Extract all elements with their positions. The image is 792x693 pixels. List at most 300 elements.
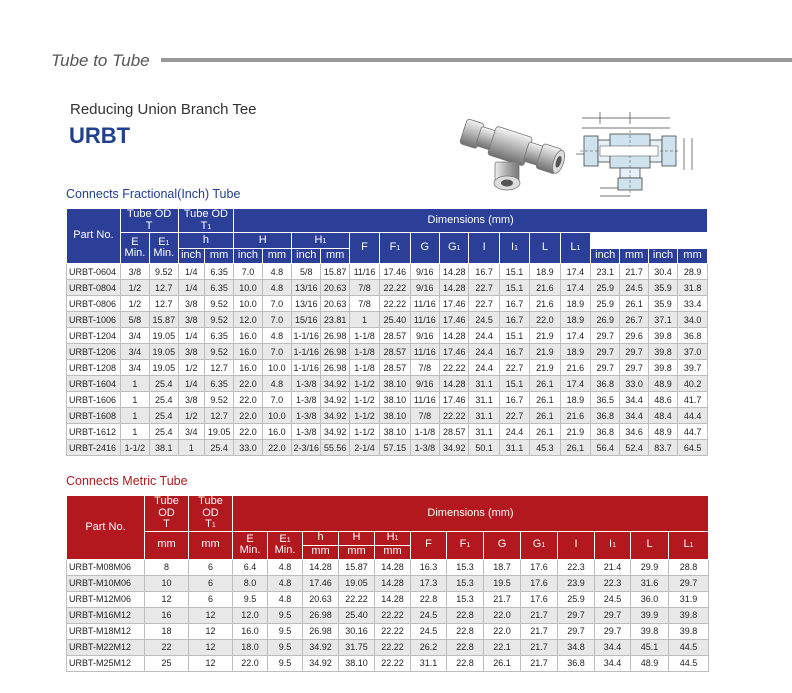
- part-number-cell: URBT-0804: [67, 280, 121, 296]
- table-cell: 17.6: [521, 575, 558, 591]
- table-cell: 17.46: [440, 392, 469, 408]
- table-cell: 7.0: [262, 296, 291, 312]
- table-cell: 1-1/2: [349, 424, 379, 440]
- col-header-H: H: [339, 531, 375, 545]
- table-cell: 34.92: [321, 424, 349, 440]
- table-cell: 14.28: [440, 376, 469, 392]
- table-cell: 22.22: [380, 280, 410, 296]
- table-cell: 52.4: [620, 440, 648, 456]
- table-cell: 10.0: [234, 296, 262, 312]
- table-cell: 39.9: [631, 607, 669, 623]
- table-cell: 1-1/16: [292, 328, 321, 344]
- table-cell: 3/4: [120, 344, 149, 360]
- table-cell: 10: [145, 575, 189, 591]
- table-cell: 22.0: [234, 408, 262, 424]
- table-cell: 34.4: [595, 655, 631, 671]
- product-subtitle: Reducing Union Branch Tee: [70, 101, 257, 118]
- table-cell: 48.6: [648, 392, 677, 408]
- table-row: [67, 591, 709, 607]
- table-cell: 24.5: [620, 280, 648, 296]
- table-cell: 16.0: [234, 360, 262, 376]
- table-cell: 39.8: [669, 623, 709, 639]
- table-cell: 24.5: [469, 312, 499, 328]
- table-cell: 12.7: [204, 408, 233, 424]
- table-cell: 29.7: [595, 623, 631, 639]
- table-cell: 26.1: [530, 376, 560, 392]
- inch-dimensions-table: [66, 208, 708, 456]
- unit-mm: mm: [620, 249, 648, 264]
- unit-mm: mm: [204, 249, 233, 264]
- table-cell: 14.28: [440, 328, 469, 344]
- part-number-cell: URBT-M08M06: [67, 559, 145, 575]
- table-cell: 21.9: [530, 328, 560, 344]
- table-cell: 24.5: [595, 591, 631, 607]
- table-cell: 48.9: [631, 655, 669, 671]
- table-cell: 34.92: [321, 376, 349, 392]
- unit-inch: inch: [292, 249, 321, 264]
- table-cell: 15.3: [447, 575, 484, 591]
- table-cell: 9.5: [268, 607, 303, 623]
- table-row: [67, 639, 709, 655]
- table-cell: 34.92: [321, 408, 349, 424]
- table-cell: 25.40: [380, 312, 410, 328]
- table-cell: 7.0: [234, 264, 262, 280]
- table-cell: 1: [120, 376, 149, 392]
- col-header-L1: L1: [669, 531, 709, 559]
- table-cell: 41.7: [678, 392, 708, 408]
- table-cell: 31.1: [469, 408, 499, 424]
- table-cell: 1-1/2: [349, 392, 379, 408]
- table-cell: 16.0: [234, 328, 262, 344]
- table-cell: 9.52: [204, 392, 233, 408]
- table-cell: 25.4: [150, 392, 178, 408]
- table-cell: 16.7: [499, 296, 529, 312]
- table-cell: 38.10: [380, 376, 410, 392]
- table-cell: 26.98: [321, 360, 349, 376]
- table-cell: 1-1/2: [120, 440, 149, 456]
- table-cell: 22.1: [484, 639, 521, 655]
- table-cell: 21.9: [560, 424, 590, 440]
- table-cell: 15.87: [339, 559, 375, 575]
- table-cell: 1-1/2: [349, 376, 379, 392]
- unit-mm: mm: [321, 249, 349, 264]
- table-cell: 6.35: [204, 264, 233, 280]
- col-header-h: h: [303, 531, 339, 545]
- table-cell: 31.1: [411, 655, 447, 671]
- col-header-L: L: [631, 531, 669, 559]
- unit-inch: inch: [591, 249, 620, 264]
- table-cell: 22.8: [447, 623, 484, 639]
- table-cell: 50.1: [469, 440, 499, 456]
- table-row: [67, 360, 708, 376]
- table-cell: 9/16: [410, 280, 439, 296]
- table-cell: 16.3: [411, 559, 447, 575]
- table-cell: 22.7: [469, 280, 499, 296]
- table-cell: 16.0: [233, 623, 268, 639]
- table-cell: 34.92: [440, 440, 469, 456]
- table-cell: 29.7: [558, 623, 595, 639]
- table-cell: 28.8: [669, 559, 709, 575]
- part-number-cell: URBT-0604: [67, 264, 121, 280]
- table-cell: 36.5: [591, 392, 620, 408]
- table-cell: 3/8: [178, 392, 204, 408]
- table-cell: 14.28: [375, 575, 411, 591]
- part-number-cell: URBT-M16M12: [67, 607, 145, 623]
- table-cell: 1-1/2: [349, 408, 379, 424]
- table-cell: 22.3: [595, 575, 631, 591]
- table-cell: 7/8: [349, 280, 379, 296]
- table-cell: 6: [189, 591, 233, 607]
- table-cell: 31.1: [499, 440, 529, 456]
- table-cell: 39.8: [648, 344, 677, 360]
- table-cell: 26.1: [560, 440, 590, 456]
- table-cell: 1-1/16: [292, 360, 321, 376]
- col-header-I: I: [469, 233, 499, 264]
- table-cell: 3/8: [178, 344, 204, 360]
- table-cell: 2-3/16: [292, 440, 321, 456]
- table-cell: 38.1: [150, 440, 178, 456]
- part-number-cell: URBT-0806: [67, 296, 121, 312]
- table-cell: 4.8: [262, 280, 291, 296]
- table-cell: 36.0: [631, 591, 669, 607]
- table-cell: 3/4: [178, 424, 204, 440]
- section-title: Tube to Tube: [51, 51, 150, 70]
- table-cell: 16.7: [499, 344, 529, 360]
- table-cell: 29.6: [620, 328, 648, 344]
- table-cell: 14.28: [375, 559, 411, 575]
- table-cell: 9.52: [204, 296, 233, 312]
- table-cell: 40.2: [678, 376, 708, 392]
- table-cell: 33.0: [620, 376, 648, 392]
- table-cell: 29.7: [558, 607, 595, 623]
- table-cell: 30.4: [648, 264, 677, 280]
- table-cell: 22.0: [234, 376, 262, 392]
- col-header-G: G: [410, 233, 439, 264]
- table-cell: 28.57: [380, 344, 410, 360]
- table-cell: 12.0: [234, 312, 262, 328]
- metric-table-caption: Connects Metric Tube: [66, 474, 188, 488]
- col-header-tube-od-t: Tube OD T: [120, 209, 178, 233]
- table-cell: 23.81: [321, 312, 349, 328]
- table-cell: 9.5: [233, 591, 268, 607]
- part-number-cell: URBT-1604: [67, 376, 121, 392]
- table-cell: 29.7: [591, 328, 620, 344]
- table-cell: 31.75: [339, 639, 375, 655]
- table-cell: 11/16: [410, 344, 439, 360]
- col-header-F: F: [411, 531, 447, 559]
- table-cell: 6.4: [233, 559, 268, 575]
- table-cell: 19.05: [150, 360, 178, 376]
- table-cell: 6: [189, 575, 233, 591]
- table-cell: 12.0: [233, 607, 268, 623]
- table-cell: 18.0: [233, 639, 268, 655]
- table-cell: 1: [349, 312, 379, 328]
- table-cell: 21.7: [521, 639, 558, 655]
- table-cell: 7/8: [410, 360, 439, 376]
- table-cell: 29.7: [595, 607, 631, 623]
- inch-table-caption: Connects Fractional(Inch) Tube: [66, 187, 241, 201]
- col-header-F1: F1: [447, 531, 484, 559]
- table-cell: 44.7: [678, 424, 708, 440]
- table-row: [67, 312, 708, 328]
- table-cell: 26.7: [620, 312, 648, 328]
- table-cell: 22.22: [380, 296, 410, 312]
- table-cell: 16.0: [262, 424, 291, 440]
- table-row: [67, 655, 709, 671]
- table-row: [67, 424, 708, 440]
- table-row: [67, 328, 708, 344]
- col-header-H1: H1: [375, 531, 411, 545]
- col-header-H: H: [234, 233, 292, 249]
- table-row: [67, 280, 708, 296]
- table-cell: 33.0: [234, 440, 262, 456]
- table-cell: 22.3: [558, 559, 595, 575]
- table-cell: 3/8: [178, 312, 204, 328]
- table-cell: 9.52: [204, 312, 233, 328]
- table-cell: 17.4: [560, 328, 590, 344]
- table-cell: 12.7: [204, 360, 233, 376]
- col-header-G1: G1: [440, 233, 469, 264]
- table-cell: 3/8: [178, 296, 204, 312]
- table-cell: 11/16: [410, 312, 439, 328]
- table-cell: 16.7: [499, 392, 529, 408]
- col-header-L: L: [530, 233, 560, 264]
- table-cell: 1/2: [120, 296, 149, 312]
- table-row: [67, 440, 708, 456]
- part-number-cell: URBT-M18M12: [67, 623, 145, 639]
- table-cell: 56.4: [591, 440, 620, 456]
- table-cell: 19.05: [339, 575, 375, 591]
- table-cell: 10.0: [262, 408, 291, 424]
- table-cell: 5/8: [292, 264, 321, 280]
- table-row: [67, 264, 708, 280]
- part-number-cell: URBT-1606: [67, 392, 121, 408]
- table-cell: 34.92: [303, 639, 339, 655]
- table-cell: 22.22: [375, 639, 411, 655]
- unit-mm: mm: [375, 545, 411, 559]
- table-cell: 4.8: [262, 376, 291, 392]
- table-cell: 34.92: [303, 655, 339, 671]
- table-cell: 9.5: [268, 655, 303, 671]
- table-cell: 33.4: [678, 296, 708, 312]
- table-cell: 39.8: [669, 607, 709, 623]
- table-cell: 22.8: [447, 639, 484, 655]
- unit-inch: inch: [178, 249, 204, 264]
- table-cell: 4.8: [268, 591, 303, 607]
- table-cell: 39.7: [678, 360, 708, 376]
- col-header-F: F: [349, 233, 379, 264]
- table-cell: 22.0: [484, 607, 521, 623]
- table-cell: 7.0: [262, 392, 291, 408]
- col-header-I1: I1: [499, 233, 529, 264]
- table-cell: 17.4: [560, 280, 590, 296]
- table-cell: 15.1: [499, 328, 529, 344]
- table-cell: 34.6: [620, 424, 648, 440]
- col-header-E1: E1 Min.: [268, 531, 303, 559]
- table-cell: 14.28: [303, 559, 339, 575]
- table-cell: 26.98: [303, 607, 339, 623]
- table-cell: 19.5: [484, 575, 521, 591]
- table-cell: 8: [145, 559, 189, 575]
- section-rule: [161, 58, 792, 62]
- table-cell: 26.98: [303, 623, 339, 639]
- unit-mm: mm: [189, 531, 233, 559]
- table-cell: 9/16: [410, 328, 439, 344]
- table-cell: 48.9: [648, 376, 677, 392]
- table-cell: 11/16: [410, 392, 439, 408]
- table-cell: 18.9: [560, 296, 590, 312]
- table-cell: 38.10: [380, 392, 410, 408]
- table-cell: 24.4: [469, 328, 499, 344]
- table-cell: 22.0: [234, 392, 262, 408]
- table-cell: 26.1: [530, 408, 560, 424]
- part-number-cell: URBT-1612: [67, 424, 121, 440]
- col-header-H1: H1: [292, 233, 350, 249]
- table-cell: 1-1/8: [349, 360, 379, 376]
- table-cell: 22.7: [499, 408, 529, 424]
- table-cell: 24.4: [469, 344, 499, 360]
- table-cell: 20.63: [321, 296, 349, 312]
- table-cell: 12: [189, 655, 233, 671]
- table-cell: 18: [145, 623, 189, 639]
- table-cell: 17.46: [380, 264, 410, 280]
- table-cell: 2-1/4: [349, 440, 379, 456]
- table-cell: 1: [120, 408, 149, 424]
- table-cell: 21.7: [484, 591, 521, 607]
- table-cell: 55.56: [321, 440, 349, 456]
- table-cell: 20.63: [321, 280, 349, 296]
- table-cell: 36.8: [678, 328, 708, 344]
- table-cell: 16.7: [469, 264, 499, 280]
- table-cell: 22.0: [233, 655, 268, 671]
- table-cell: 36.8: [591, 424, 620, 440]
- table-cell: 16: [145, 607, 189, 623]
- table-cell: 12: [145, 591, 189, 607]
- table-cell: 7.0: [262, 344, 291, 360]
- table-cell: 26.1: [530, 392, 560, 408]
- table-cell: 29.7: [591, 360, 620, 376]
- table-cell: 37.1: [648, 312, 677, 328]
- table-cell: 9.52: [150, 264, 178, 280]
- table-cell: 25.4: [150, 408, 178, 424]
- table-cell: 1-3/8: [410, 440, 439, 456]
- table-cell: 57.15: [380, 440, 410, 456]
- col-header-I: I: [558, 531, 595, 559]
- table-cell: 21.7: [521, 655, 558, 671]
- table-cell: 22.8: [447, 607, 484, 623]
- part-number-cell: URBT-M25M12: [67, 655, 145, 671]
- table-cell: 21.7: [521, 607, 558, 623]
- table-cell: 25: [145, 655, 189, 671]
- table-cell: 31.8: [678, 280, 708, 296]
- part-number-cell: URBT-1206: [67, 344, 121, 360]
- table-cell: 18.7: [484, 559, 521, 575]
- table-cell: 12.7: [150, 296, 178, 312]
- col-header-E1: E1 Min.: [150, 233, 178, 264]
- table-cell: 5/8: [120, 312, 149, 328]
- table-cell: 25.4: [204, 440, 233, 456]
- table-cell: 29.7: [620, 360, 648, 376]
- table-cell: 17.46: [440, 296, 469, 312]
- table-cell: 28.57: [380, 360, 410, 376]
- table-cell: 4.8: [268, 559, 303, 575]
- table-cell: 22.7: [499, 360, 529, 376]
- table-cell: 24.4: [469, 360, 499, 376]
- table-cell: 1/4: [178, 264, 204, 280]
- table-cell: 8.0: [233, 575, 268, 591]
- table-cell: 9.5: [268, 639, 303, 655]
- table-cell: 22.22: [440, 360, 469, 376]
- table-cell: 25.9: [591, 280, 620, 296]
- table-cell: 28.57: [440, 424, 469, 440]
- table-row: [67, 392, 708, 408]
- part-number-cell: URBT-1006: [67, 312, 121, 328]
- table-cell: 19.05: [150, 328, 178, 344]
- table-cell: 21.4: [595, 559, 631, 575]
- table-cell: 26.1: [530, 424, 560, 440]
- col-header-tube-od-t: Tube OD T: [145, 496, 189, 532]
- table-cell: 22: [145, 639, 189, 655]
- table-cell: 24.5: [411, 607, 447, 623]
- table-row: [67, 607, 709, 623]
- unit-inch: inch: [234, 249, 262, 264]
- unit-mm: mm: [678, 249, 708, 264]
- table-cell: 34.4: [595, 639, 631, 655]
- table-cell: 12: [189, 639, 233, 655]
- table-row: [67, 623, 709, 639]
- table-cell: 17.46: [440, 344, 469, 360]
- table-cell: 30.16: [339, 623, 375, 639]
- table-cell: 1/4: [178, 280, 204, 296]
- table-cell: 83.7: [648, 440, 677, 456]
- table-cell: 3/4: [120, 360, 149, 376]
- table-cell: 36.8: [591, 376, 620, 392]
- unit-mm: mm: [262, 249, 291, 264]
- table-cell: 34.8: [558, 639, 595, 655]
- table-cell: 34.4: [620, 392, 648, 408]
- table-cell: 13/16: [292, 280, 321, 296]
- metric-dimensions-table: [66, 495, 709, 672]
- table-cell: 4.8: [262, 264, 291, 280]
- table-cell: 18.9: [560, 312, 590, 328]
- table-cell: 26.1: [484, 655, 521, 671]
- table-cell: 17.3: [411, 575, 447, 591]
- col-header-part-no: Part No.: [67, 209, 121, 264]
- table-cell: 39.8: [631, 623, 669, 639]
- table-cell: 29.9: [631, 559, 669, 575]
- col-header-G: G: [484, 531, 521, 559]
- table-cell: 17.4: [560, 376, 590, 392]
- table-cell: 12.7: [150, 280, 178, 296]
- table-cell: 25.40: [339, 607, 375, 623]
- table-cell: 21.6: [530, 296, 560, 312]
- col-header-F1: F1: [380, 233, 410, 264]
- table-cell: 9.52: [204, 344, 233, 360]
- table-cell: 17.46: [303, 575, 339, 591]
- table-cell: 39.8: [648, 328, 677, 344]
- col-header-E: E Min.: [233, 531, 268, 559]
- table-cell: 7/8: [410, 408, 439, 424]
- table-cell: 10.0: [234, 280, 262, 296]
- table-cell: 9/16: [410, 376, 439, 392]
- table-cell: 39.8: [648, 360, 677, 376]
- table-cell: 19.05: [150, 344, 178, 360]
- col-header-dimensions: Dimensions (mm): [234, 209, 708, 233]
- table-cell: 1-3/8: [292, 392, 321, 408]
- table-cell: 26.98: [321, 344, 349, 360]
- table-cell: 6.35: [204, 280, 233, 296]
- table-cell: 15.87: [321, 264, 349, 280]
